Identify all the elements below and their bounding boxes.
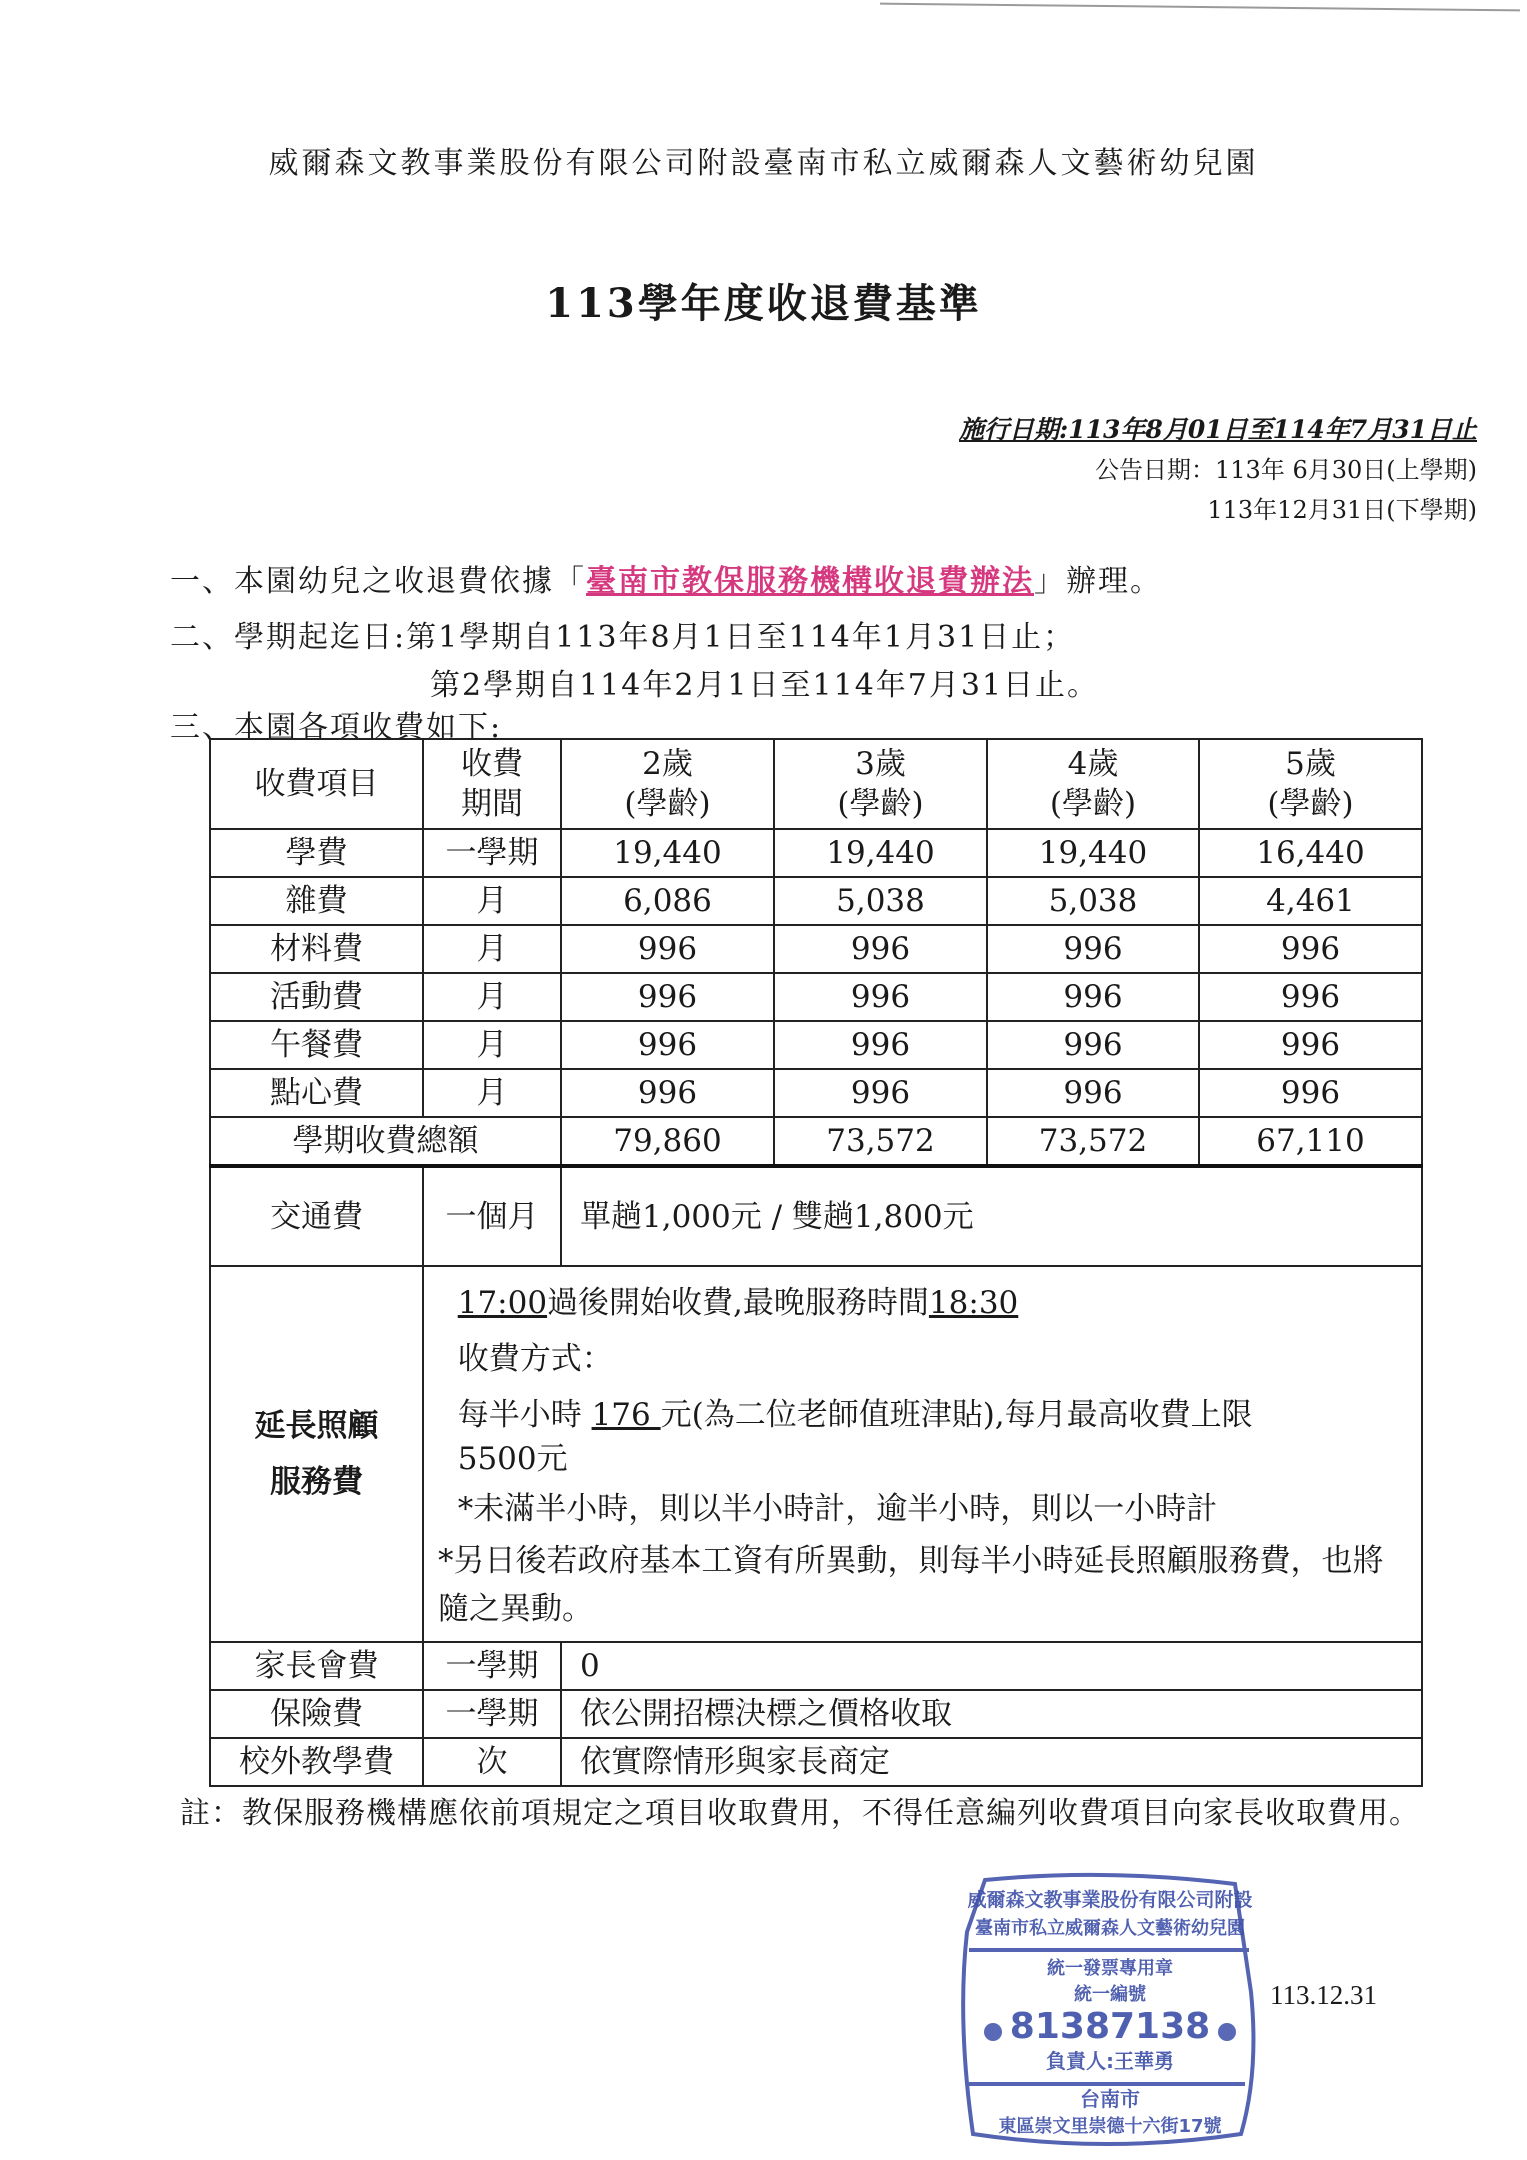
fee-item: 校外教學費 (210, 1738, 423, 1786)
fee-table (209, 738, 1423, 1787)
fee-period: 月 (423, 925, 561, 973)
fee-text: 0 (561, 1642, 1422, 1690)
document-title: 113學年度收退費基準 (545, 280, 982, 327)
fee-value: 996 (561, 1069, 774, 1117)
clause-3: 三、本園各項收費如下: (170, 710, 503, 745)
stamp-flower-icon (984, 2023, 1002, 2041)
fee-value: 996 (987, 1069, 1199, 1117)
fee-value: 996 (1199, 925, 1422, 973)
extended-care-label: 延長照顧 服務費 (210, 1266, 423, 1642)
total-value: 73,572 (987, 1117, 1199, 1166)
fee-item: 學費 (210, 829, 423, 877)
announce-date-first: 公告日期：113年 6月30日(上學期) (1095, 456, 1477, 484)
fee-item: 保險費 (210, 1690, 423, 1738)
company-seal-stamp (955, 1872, 1260, 2147)
fee-value: 5,038 (774, 877, 987, 925)
stamp-tax-number: 81387138 (1009, 2006, 1211, 2047)
fee-value: 6,086 (561, 877, 774, 925)
header-item: 收費項目 (210, 739, 423, 829)
fee-item: 雜費 (210, 877, 423, 925)
total-label: 學期收費總額 (210, 1117, 561, 1166)
clause-1 (170, 556, 1162, 600)
total-value: 79,860 (561, 1117, 774, 1166)
header-age-3: 3歲 (學齡) (774, 739, 987, 829)
clause-1-post: 」辦理。 (1034, 564, 1162, 599)
fee-period: 月 (423, 1069, 561, 1117)
header-age-2: 2歲 (學齡) (561, 739, 774, 829)
fee-period: 次 (423, 1738, 561, 1786)
total-value: 73,572 (774, 1117, 987, 1166)
transport-fee-text: 單趟1,000元 / 雙趟1,800元 (561, 1166, 1422, 1266)
stamp-flower-icon (1218, 2023, 1236, 2041)
fee-item: 材料費 (210, 925, 423, 973)
transport-item: 交通費 (210, 1166, 423, 1266)
fee-item: 家長會費 (210, 1642, 423, 1690)
fee-value: 5,038 (987, 877, 1199, 925)
fee-period: 一學期 (423, 829, 561, 877)
total-row (210, 1117, 1422, 1166)
extended-line-4: *未滿半小時，則以半小時計，逾半小時，則以一小時計 (457, 1491, 1218, 1527)
table-row (210, 877, 1422, 925)
extended-line-cap: 5500元 (457, 1441, 568, 1477)
fee-value: 19,440 (987, 829, 1199, 877)
fee-text: 依公開招標決標之價格收取 (561, 1690, 1422, 1738)
fee-period: 一學期 (423, 1642, 561, 1690)
fee-value: 996 (561, 973, 774, 1021)
announce-dates (1095, 450, 1477, 530)
organization-name: 威爾森文教事業股份有限公司附設臺南市私立威爾森人文藝術幼兒園 (268, 146, 1259, 181)
fee-value: 4,461 (1199, 877, 1422, 925)
table-header-row (210, 739, 1422, 829)
fee-value: 996 (774, 1021, 987, 1069)
document-date: 113.12.31 (1270, 1980, 1377, 2010)
fee-value: 996 (561, 1021, 774, 1069)
extended-line-1: 17:00過後開始收費,最晚服務時間18:30 (457, 1285, 1019, 1321)
table-row (210, 1069, 1422, 1117)
extended-care-details (423, 1266, 1422, 1642)
fee-item: 活動費 (210, 973, 423, 1021)
header-age-4: 4歲 (學齡) (987, 739, 1199, 829)
fee-value: 996 (1199, 1069, 1422, 1117)
stamp-line-3: 統一發票專用章 (1047, 1958, 1173, 1979)
stamp-line-4: 統一編號 (1074, 1984, 1146, 2005)
table-row (210, 1021, 1422, 1069)
stamp-line-2: 臺南市私立威爾森人文藝術幼兒園 (975, 1918, 1245, 1939)
fee-value: 996 (774, 1069, 987, 1117)
extended-line-3: 每半小時 176 元(為二位老師值班津貼),每月最高收費上限 (457, 1397, 1253, 1433)
table-row (210, 1738, 1422, 1786)
transport-row (210, 1166, 1422, 1266)
announce-date-second: 113年12月31日(下學期) (1207, 496, 1477, 524)
fee-value: 996 (987, 973, 1199, 1021)
fee-period: 月 (423, 1021, 561, 1069)
scan-edge-line (880, 3, 1520, 12)
header-age-5: 5歲 (學齡) (1199, 739, 1422, 829)
table-row (210, 973, 1422, 1021)
effective-date: 施行日期:113年8月01日至114年7月31日止 (959, 415, 1477, 444)
transport-period: 一個月 (423, 1166, 561, 1266)
clause-2: 二、學期起迄日:第1學期自113年8月1日至114年1月31日止； (170, 620, 1076, 655)
fee-value: 996 (774, 973, 987, 1021)
fee-value: 19,440 (561, 829, 774, 877)
fee-value: 996 (774, 925, 987, 973)
extended-care-row (210, 1266, 1422, 1642)
total-value: 67,110 (1199, 1117, 1422, 1166)
table-row (210, 1642, 1422, 1690)
fee-item: 點心費 (210, 1069, 423, 1117)
table-row (210, 1690, 1422, 1738)
fee-period: 月 (423, 877, 561, 925)
stamp-owner: 負責人:王華勇 (1046, 2049, 1174, 2073)
fee-value: 996 (1199, 1021, 1422, 1069)
clause-2-second-term: 第2學期自114年2月1日至114年7月31日止。 (430, 668, 1100, 703)
stamp-line-1: 威爾森文教事業股份有限公司附設 (967, 1889, 1253, 1911)
stamp-city: 台南市 (1080, 2087, 1140, 2111)
fee-value: 16,440 (1199, 829, 1422, 877)
clause-1-pre: 一、本園幼兒之收退費依據「 (170, 564, 586, 599)
fee-value: 996 (987, 925, 1199, 973)
fee-period: 月 (423, 973, 561, 1021)
fee-value: 996 (987, 1021, 1199, 1069)
header-period: 收費 期間 (423, 739, 561, 829)
fee-text: 依實際情形與家長商定 (561, 1738, 1422, 1786)
fee-value: 19,440 (774, 829, 987, 877)
table-row (210, 829, 1422, 877)
footnote: 註：教保服務機構應依前項規定之項目收取費用，不得任意編列收費項目向家長收取費用。 (180, 1796, 1420, 1831)
fee-value: 996 (561, 925, 774, 973)
stamp-address: 東區崇文里崇德十六街17號 (998, 2116, 1222, 2137)
regulation-name: 臺南市教保服務機構收退費辦法 (586, 564, 1034, 599)
table-row (210, 925, 1422, 973)
fee-item: 午餐費 (210, 1021, 423, 1069)
fee-value: 996 (1199, 973, 1422, 1021)
extended-line-5: *另日後若政府基本工資有所異動，則每半小時延長照顧服務費，也將隨之異動。 (438, 1543, 1384, 1627)
extended-line-2: 收費方式： (457, 1341, 613, 1377)
fee-period: 一學期 (423, 1690, 561, 1738)
